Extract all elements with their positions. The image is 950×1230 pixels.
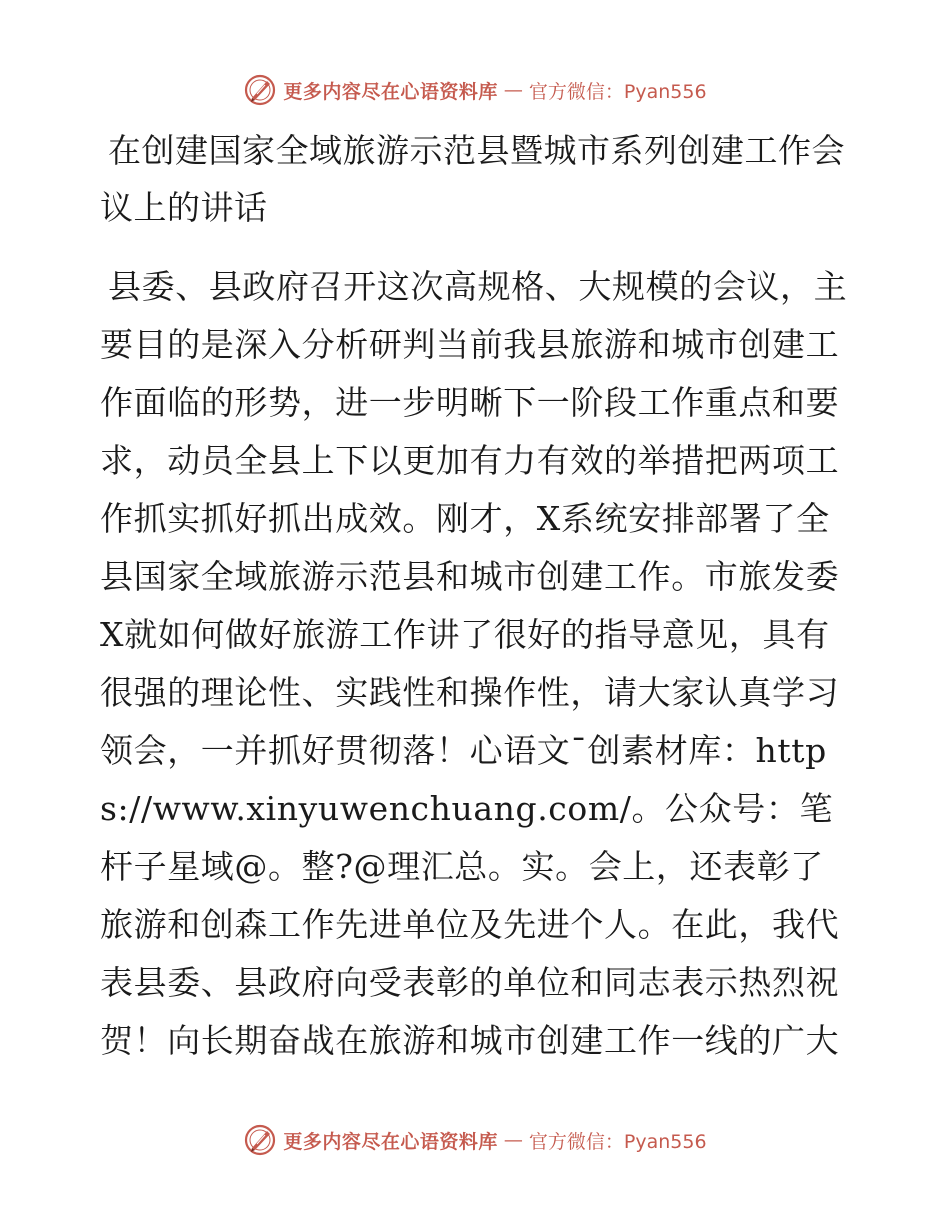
banner-text: 更多内容尽在心语资料库 bbox=[283, 1130, 498, 1153]
document-title: 在创建国家全域旅游示范县暨城市系列创建工作会议上的讲话 bbox=[100, 131, 845, 227]
banner-separator: — bbox=[503, 79, 523, 101]
footer-banner bbox=[0, 1120, 950, 1160]
banner-text: 更多内容尽在心语资料库 bbox=[283, 80, 498, 103]
quill-pen-logo-icon bbox=[243, 73, 277, 107]
quill-pen-logo-icon bbox=[243, 1123, 277, 1157]
banner-wechat: 官方微信：Pyan556 bbox=[528, 1130, 707, 1153]
banner-wechat: 官方微信：Pyan556 bbox=[528, 80, 707, 103]
document-body: 县委、县政府召开这次高规格、大规模的会议，主要目的是深入分析研判当前我县旅游和城市创建工作面临的形势，进一步明晰下一阶段工作重点和要求，动员全县上下以更加有力有效的举措把两项工作抓实抓好抓出成效。刚才，X系统安排部署了全县国家全域旅游示范县和城市创建工作。市旅发委X就如何做好旅游工作讲了很好的指导意见，具有很强的理论性、实践性和操作性，请大家认真学习领会，一并抓好贯彻落！心语文¯创素材库：https://www.xinyuwenchuang.com/。公众号：笔杆子星域@。整?@理汇总。实。会上，还表彰了旅游和创森工作先进单位及先进个人。在此，我代表县委、县政府向受表彰的单位和同志表示热烈祝贺！向长期奋战在旅游和城市创建工作一线的广大 bbox=[100, 267, 848, 1060]
banner-separator: — bbox=[503, 1129, 523, 1151]
header-banner bbox=[0, 70, 950, 110]
